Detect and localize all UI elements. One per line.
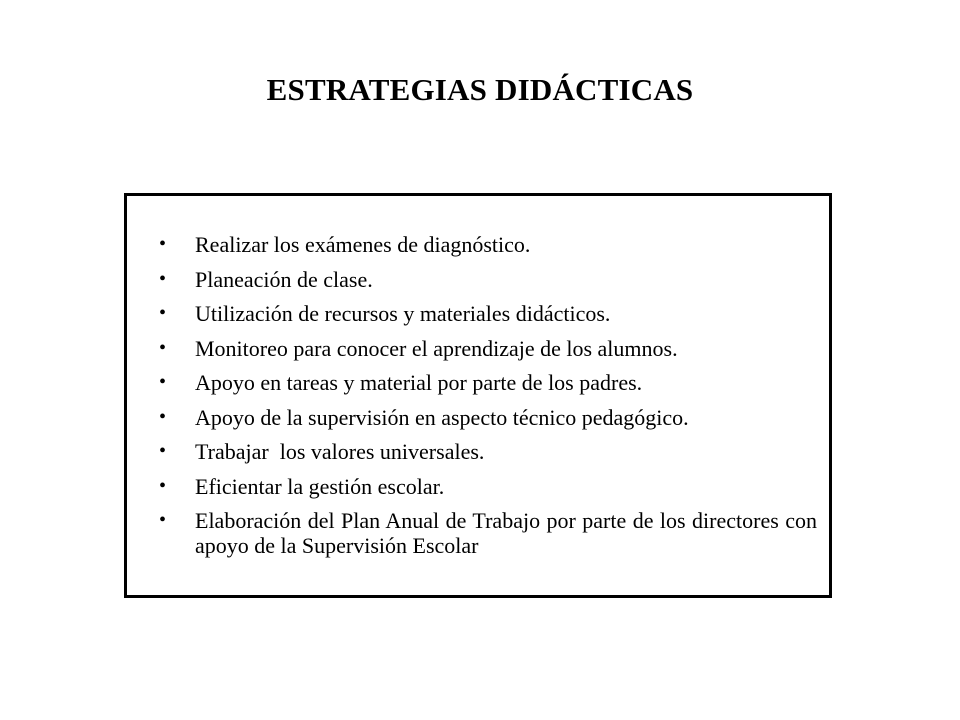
bullet-icon: • <box>159 440 167 462</box>
list-item <box>159 232 817 257</box>
list-item-text: Trabajar los valores universales. <box>195 439 485 464</box>
list-item-text: Apoyo en tareas y material por parte de los padres. <box>195 370 643 395</box>
list-item-text: Utilización de recursos y materiales didácticos. <box>195 301 611 326</box>
content-box <box>124 193 832 598</box>
list-item <box>159 439 817 464</box>
list-item-text: Eficientar la gestión escolar. <box>195 473 445 499</box>
list-item <box>159 405 817 430</box>
list-item-text: Realizar los exámenes de diagnóstico. <box>195 232 531 257</box>
bullet-icon: • <box>159 233 167 255</box>
bullet-icon: • <box>159 267 167 290</box>
bullet-list <box>159 232 817 558</box>
list-item-text: Elaboración del Plan Anual de Trabajo por parte de los directores con apoyo de la Supervisión Escolar <box>195 508 817 558</box>
list-item-text: Apoyo de la supervisión en aspecto técnico pedagógico. <box>195 404 689 430</box>
list-item <box>159 474 817 499</box>
list-item <box>159 267 817 292</box>
bullet-icon: • <box>159 405 167 428</box>
list-item <box>159 336 817 361</box>
list-item <box>159 301 817 326</box>
list-item-text: Monitoreo para conocer el aprendizaje de los alumnos. <box>195 335 678 361</box>
bullet-icon: • <box>159 474 167 497</box>
bullet-icon: • <box>159 302 167 324</box>
bullet-icon: • <box>159 509 167 531</box>
bullet-icon: • <box>159 371 167 393</box>
slide-title: ESTRATEGIAS DIDÁCTICAS <box>266 72 694 107</box>
list-item <box>159 370 817 395</box>
list-item <box>159 508 817 558</box>
list-item-text: Planeación de clase. <box>195 266 373 292</box>
bullet-icon: • <box>159 336 167 359</box>
